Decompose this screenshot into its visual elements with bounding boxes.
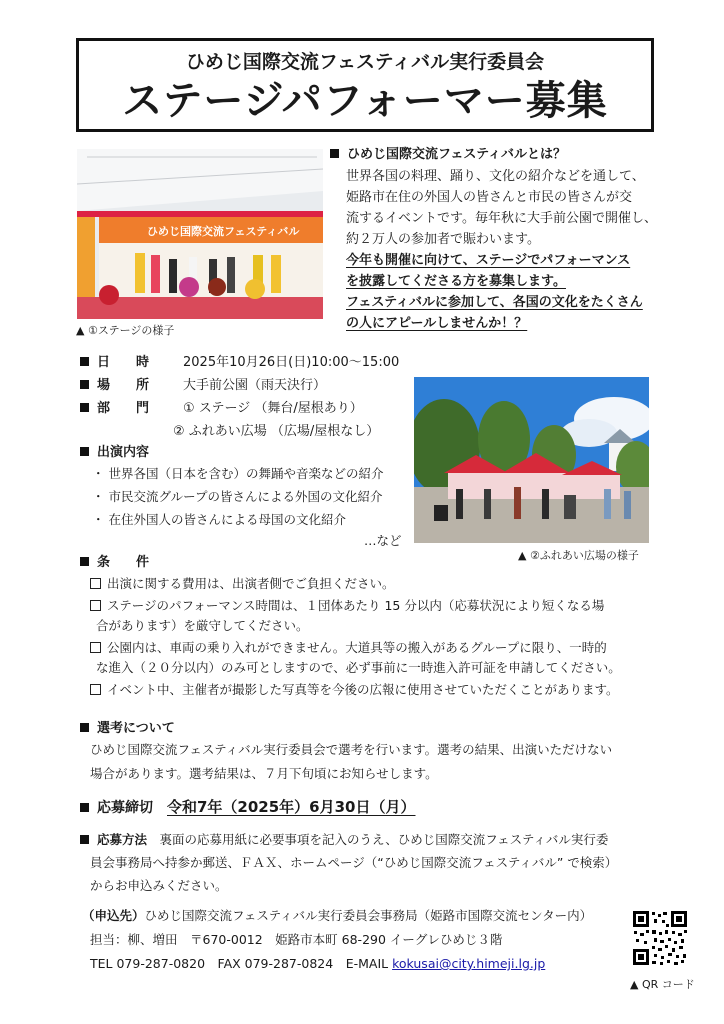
page-title: ステージパフォーマー募集: [122, 78, 608, 124]
stage-photo: [77, 149, 323, 319]
checkbox-icon: [90, 578, 101, 589]
checkbox-icon: [90, 642, 101, 653]
section-row: 部 門 ① ステージ （舞台/屋根あり）: [80, 398, 363, 419]
list-item: 公園内は、車両の乗り入れができません。大道具等の搬入があるグループに限り、一時的: [90, 638, 668, 658]
square-bullet-icon: [80, 557, 89, 566]
square-bullet-icon: [80, 723, 89, 732]
square-bullet-icon: [330, 149, 339, 158]
checkbox-icon: [90, 684, 101, 695]
method-text: 応募方法 裏面の応募用紙に必要事項を記入のうえ、ひめじ国際交流フェスティバル実行委 員会事務局へ持参か郵送、ＦＡＸ、ホームページ（“ひめじ国際交流フェスティバル” で検索） からお申込みください。: [80, 830, 617, 896]
list-item: ステージのパフォーマンス時間は、１団体あたり 15 分以内（応募状況により短くなる場: [90, 596, 668, 616]
deadline-value: 令和7年（2025年）6月30日（月）: [167, 798, 416, 816]
square-bullet-icon: [80, 835, 89, 844]
section-item-2: ② ふれあい広場 （広場/屋根なし）: [173, 424, 380, 439]
list-item: ・ 在住外国人の皆さんによる母国の文化紹介: [92, 512, 346, 527]
stage-photo-caption: ▲ ①ステージの様子: [76, 324, 175, 337]
list-item: イベント中、主催者が撮影した写真等を今後の広報に使用させていただくことがあります。: [90, 680, 668, 700]
conditions-heading: 条 件: [80, 552, 149, 573]
plaza-photo-caption: ▲ ②ふれあい広場の様子: [518, 549, 639, 562]
deadline-row: 応募締切 令和7年（2025年）6月30日（月）: [80, 796, 416, 817]
list-item: ・ 市民交流グループの皆さんによる外国の文化紹介: [92, 489, 383, 504]
header-subtitle: ひめじ国際交流フェスティバル実行委員会: [185, 51, 545, 73]
about-heading: ひめじ国際交流フェスティバルとは？: [330, 144, 566, 165]
qr-code: [632, 910, 688, 966]
square-bullet-icon: [80, 403, 89, 412]
header-box: [76, 38, 654, 132]
square-bullet-icon: [80, 357, 89, 366]
content-etc: …など: [364, 533, 402, 548]
conditions-list: 出演に関する費用は、出演者側でご負担ください。 ステージのパフォーマンス時間は、１団体あたり 15 分以内（応募状況により短くなる場 合があります）を厳守してください。 公園内は、車両の乗り入れができません。大道具等の搬入があるグループに限り、一時的 な進入（２０分以内）のみ可としますので、必ず事前に一時進入許可証を申請してください。 イベント中、主催者が撮影した写真等を今後の広報に使用させていただくことがあります。: [90, 574, 668, 700]
selection-heading: 選考について: [80, 718, 175, 739]
square-bullet-icon: [80, 380, 89, 389]
qr-caption: ▲ QR コード: [630, 978, 695, 991]
square-bullet-icon: [80, 447, 89, 456]
about-text: 世界各国の料理、踊り、文化の紹介などを通して、 姫路市在住の外国人の皆さんと市民の皆さんが交 流するイベントです。毎年秋に大手前公園で開催し、 約２万人の参加者で賑わいます。 今年も開催に向けて、ステージでパフォーマンス を披露してくださる方を募集します。 フェスティバルに参加して、各国の文化をたくさん の人にアピールしませんか！？: [346, 169, 657, 331]
email-link[interactable]: kokusai@city.himeji.lg.jp: [392, 956, 546, 971]
date-row: 日 時 2025年10月26日(日)10:00～15:00: [80, 352, 399, 373]
plaza-photo-illustration: [414, 377, 649, 543]
selection-text: ひめじ国際交流フェスティバル実行委員会で選考を行います。選考の結果、出演いただけない 場合があります。選考結果は、７月下旬頃にお知らせします。: [90, 742, 613, 781]
stage-banner-text: ひめじ国際交流フェスティバル: [147, 225, 300, 238]
list-item: 出演に関する費用は、出演者側でご負担ください。: [90, 574, 668, 594]
place-row: 場 所 大手前公園（雨天決行）: [80, 375, 326, 396]
list-item: ・ 世界各国（日本を含む）の舞踊や音楽などの紹介: [92, 466, 384, 481]
contact-block: （申込先）ひめじ国際交流フェスティバル実行委員会事務局（姫路市国際交流センター内） 担当：柳、増田 〒670-0012 姫路市本町 68-290 イーグレひめじ３階 TEL 079-287-0820 FAX 079-287-0824 E-MAIL kokusai@city.himeji.lg.jp: [82, 908, 593, 971]
plaza-photo: [414, 377, 649, 543]
square-bullet-icon: [80, 803, 89, 812]
content-heading: 出演内容: [80, 442, 149, 463]
checkbox-icon: [90, 600, 101, 611]
qr-code-icon: [632, 910, 688, 966]
content-list: [92, 462, 384, 531]
